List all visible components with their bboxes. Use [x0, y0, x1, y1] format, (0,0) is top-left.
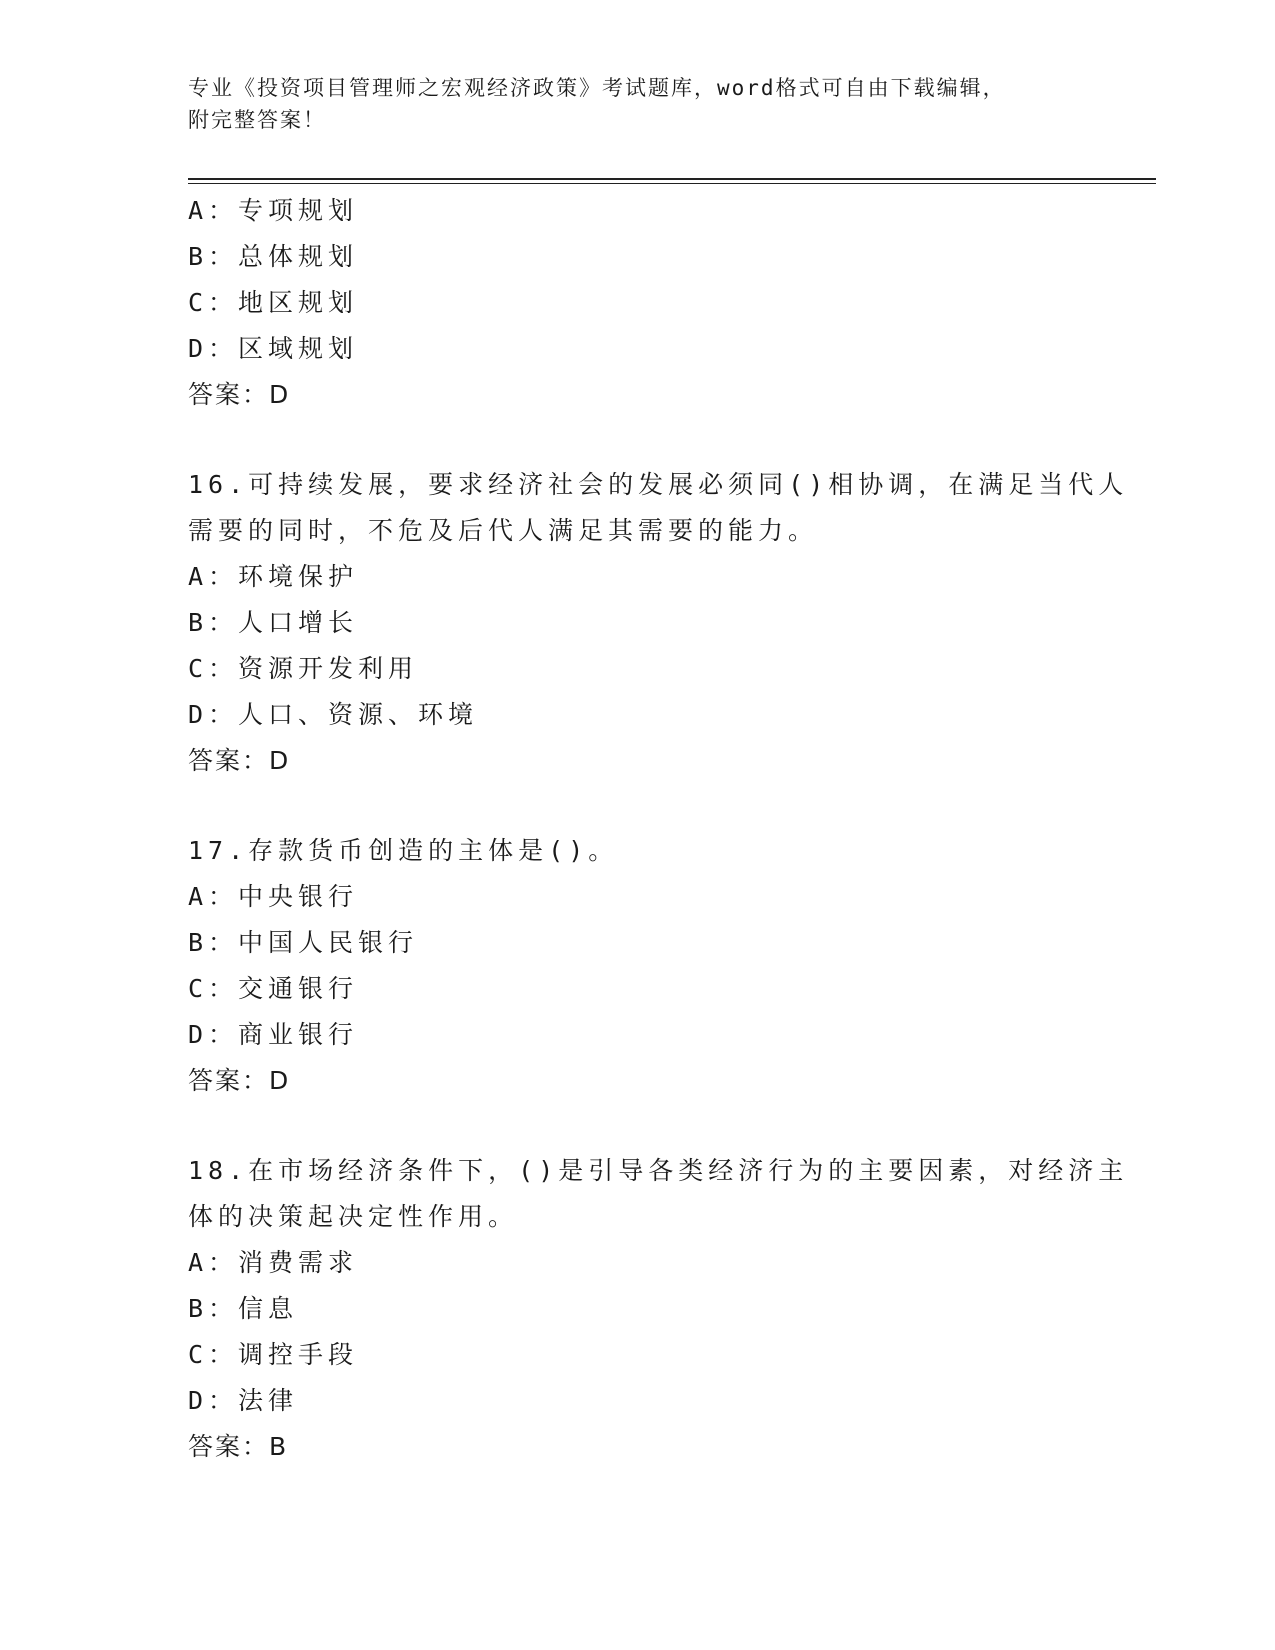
question-17	[188, 828, 1088, 1104]
question-stem-line-2: 体的决策起决定性作用。	[188, 1202, 519, 1231]
option-c: C：交通银行	[188, 974, 359, 1003]
question-16	[188, 462, 1129, 784]
option-b: B：人口增长	[188, 608, 359, 637]
question-stem-line-1: 18.在市场经济条件下，()是引导各类经济行为的主要因素，对经济主	[188, 1156, 1129, 1185]
header-rule-thin	[188, 183, 1156, 184]
header-line-2: 附完整答案！	[188, 108, 326, 132]
option-a: A：中央银行	[188, 882, 359, 911]
option-a: A：环境保护	[188, 562, 359, 591]
document-header	[188, 72, 1068, 136]
option-a: A：消费需求	[188, 1248, 359, 1277]
question-stem-line-1: 16.可持续发展，要求经济社会的发展必须同()相协调，在满足当代人	[188, 470, 1129, 499]
question-stem-line-1: 17.存款货币创造的主体是()。	[188, 836, 619, 865]
header-line-1: 专业《投资项目管理师之宏观经济政策》考试题库，word格式可自由下载编辑，	[188, 76, 1006, 100]
question-list	[188, 188, 1129, 1470]
question-18	[188, 1148, 1129, 1470]
header-rule-thick	[188, 178, 1156, 180]
option-c: C：地区规划	[188, 288, 359, 317]
question-15	[188, 188, 1088, 418]
option-d: D：法律	[188, 1386, 299, 1415]
option-c: C：资源开发利用	[188, 654, 419, 683]
option-b: B：信息	[188, 1294, 299, 1323]
answer-line: 答案：B	[188, 1432, 289, 1461]
answer-line: 答案：D	[188, 746, 291, 775]
answer-line: 答案：D	[188, 380, 291, 409]
option-c: C：调控手段	[188, 1340, 359, 1369]
option-a: A：专项规划	[188, 196, 359, 225]
question-stem-line-2: 需要的同时，不危及后代人满足其需要的能力。	[188, 516, 819, 545]
option-d: D：区域规划	[188, 334, 359, 363]
option-d: D：人口、资源、环境	[188, 700, 479, 729]
answer-line: 答案：D	[188, 1066, 291, 1095]
option-b: B：中国人民银行	[188, 928, 419, 957]
option-b: B：总体规划	[188, 242, 359, 271]
option-d: D：商业银行	[188, 1020, 359, 1049]
